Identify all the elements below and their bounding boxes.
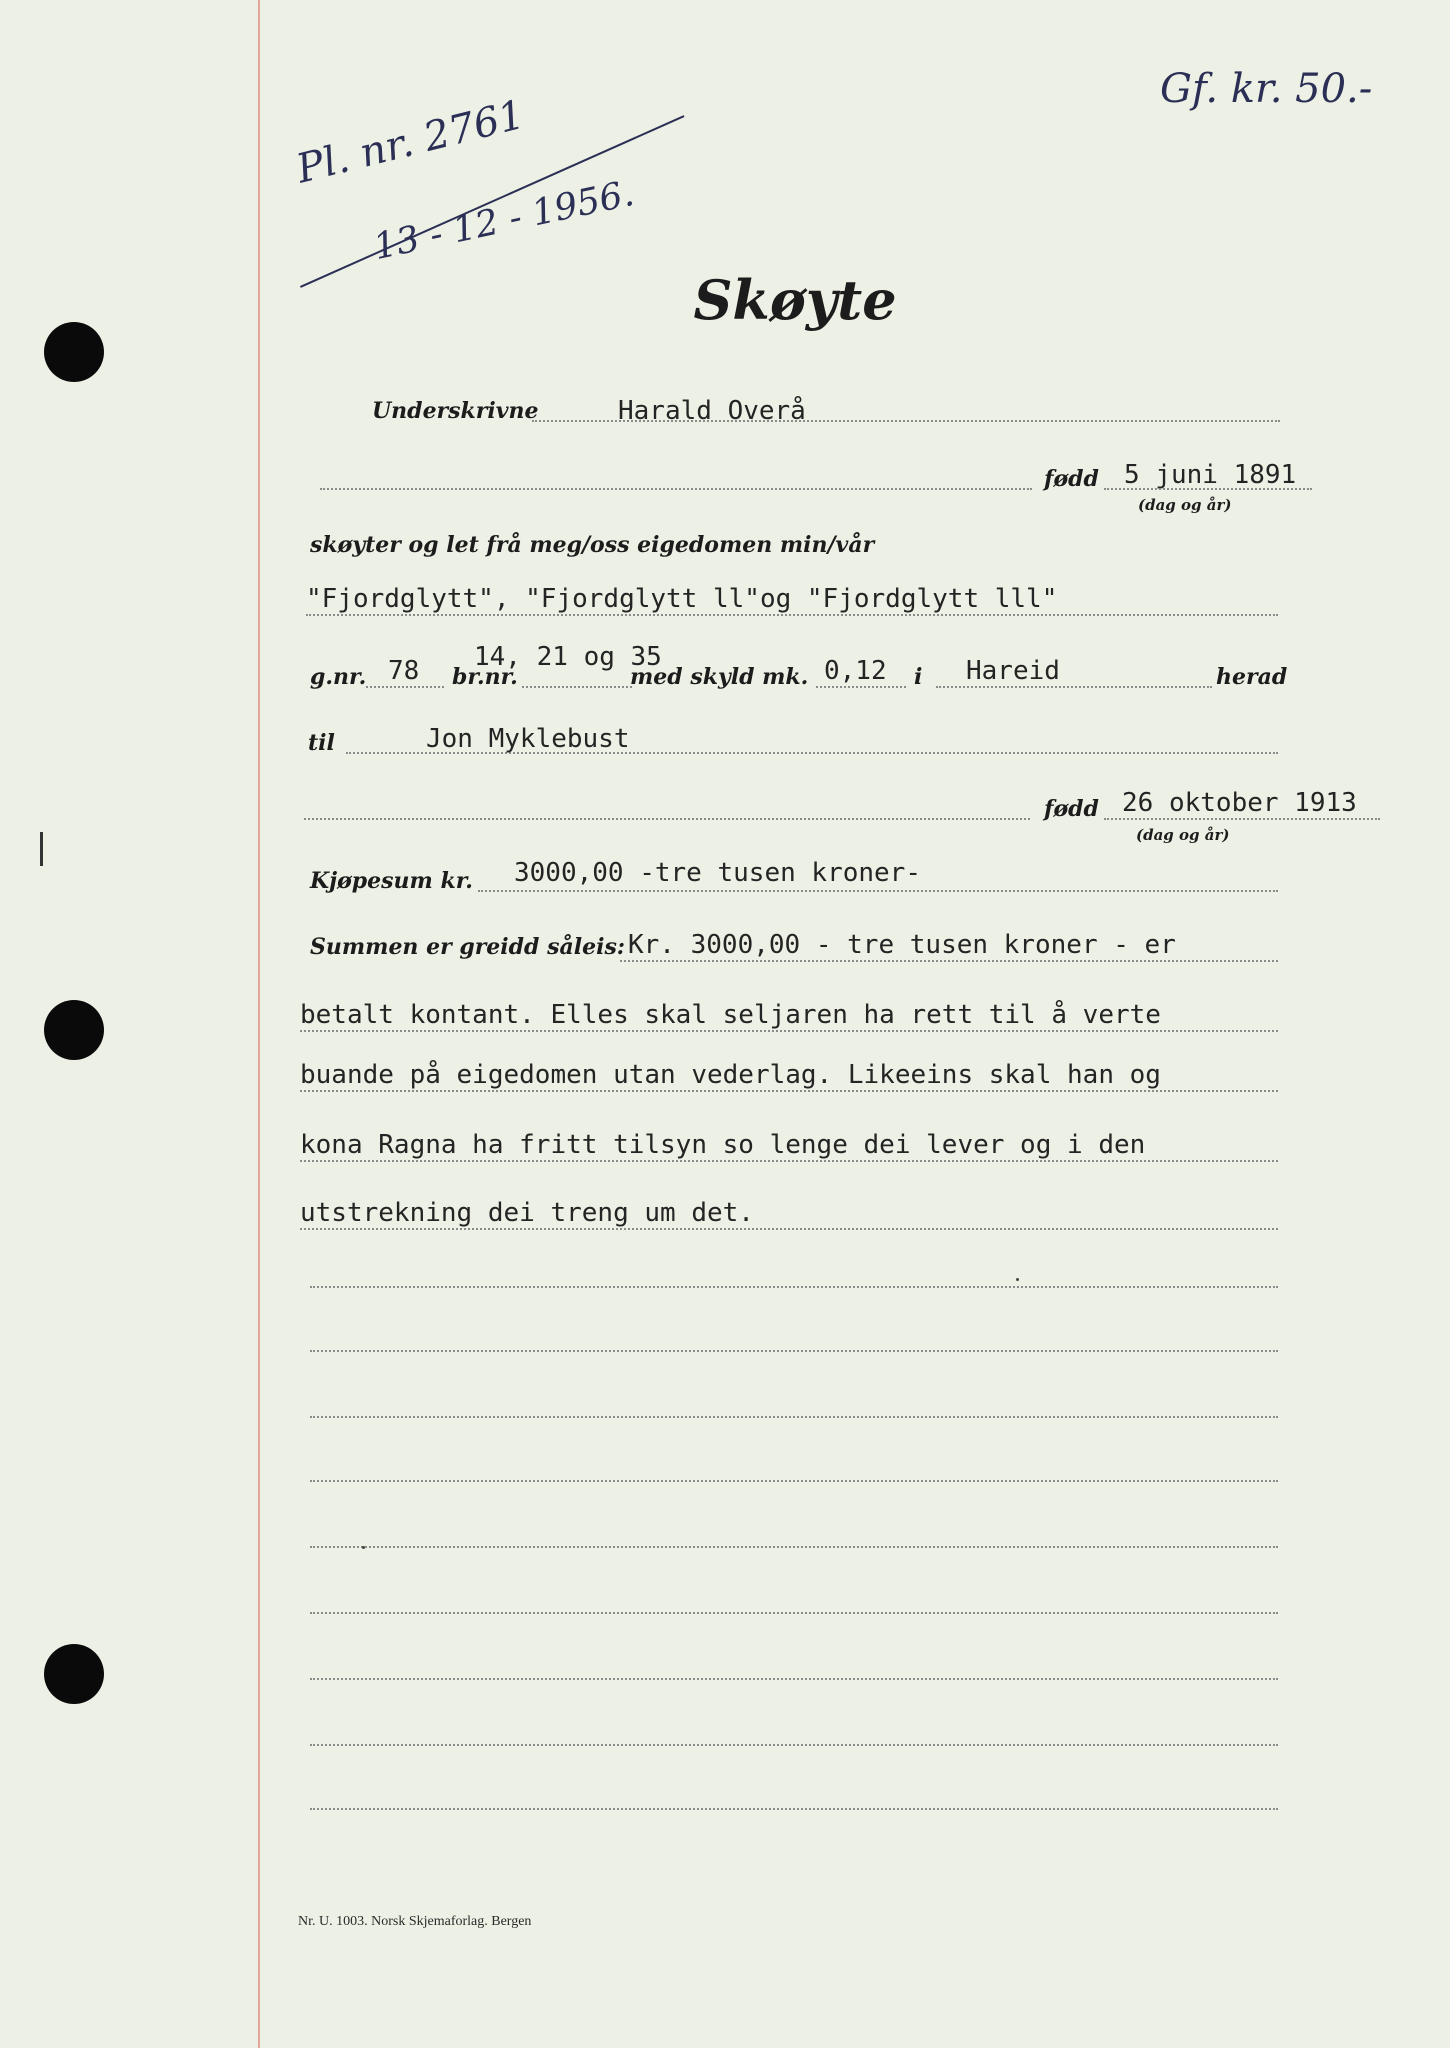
- buyer-extra-dotted-line: [304, 818, 1030, 820]
- gnr-label: g.nr.: [310, 664, 367, 690]
- conveys-label: skøyter og let frå meg/oss eigedomen min/vår: [310, 532, 875, 558]
- price-value: 3000,00 -tre tusen kroner-: [514, 858, 921, 888]
- herad-label: herad: [1216, 664, 1288, 690]
- blank-dotted-line: [310, 1678, 1278, 1680]
- form-footer: Nr. U. 1003. Norsk Skjemaforlag. Bergen: [298, 1914, 532, 1929]
- handwritten-fee: Gf. kr. 50.-: [1160, 66, 1373, 112]
- payment-dotted-line: [300, 1030, 1278, 1032]
- blank-dotted-line: [310, 1546, 1278, 1548]
- payment-line: kona Ragna ha fritt tilsyn so lenge dei lever og i den: [300, 1130, 1146, 1160]
- buyer-label: til: [308, 730, 335, 756]
- seller-born-hint: (dag og år): [1138, 496, 1232, 514]
- skyld-dotted-line: [816, 686, 906, 688]
- property-names-dotted-line: [306, 614, 1278, 616]
- place-value: Hareid: [966, 656, 1060, 686]
- payment-line: buande på eigedomen utan vederlag. Likeeins skal han og: [300, 1060, 1161, 1090]
- gnr-value: 78: [388, 656, 420, 686]
- seller-label: Underskrivne: [372, 398, 539, 424]
- punch-hole-bottom: [44, 1644, 104, 1704]
- handwritten-registration-number: Pl. nr. 2761: [292, 91, 530, 193]
- buyer-name: Jon Myklebust: [426, 724, 630, 754]
- seller-born-date: 5 juni 1891: [1124, 460, 1297, 490]
- blank-dotted-line: [310, 1744, 1278, 1746]
- buyer-born-date: 26 oktober 1913: [1122, 788, 1357, 818]
- payment-dotted-line: [300, 1160, 1278, 1162]
- document-title: Skøyte: [693, 268, 897, 332]
- payment-dotted-line: [300, 1090, 1278, 1092]
- price-dotted-line: [478, 890, 1278, 892]
- brnr-label: br.nr.: [452, 664, 518, 690]
- price-label: Kjøpesum kr.: [310, 868, 473, 894]
- blank-dotted-line: [310, 1350, 1278, 1352]
- payment-first-dotted-line: [620, 960, 1278, 962]
- gnr-dotted-line: [366, 686, 444, 688]
- punch-hole-middle: [44, 1000, 104, 1060]
- place-dotted-line: [936, 686, 1212, 688]
- payment-label: Summen er greidd såleis:: [310, 934, 625, 960]
- payment-first-line: Kr. 3000,00 - tre tusen kroner - er: [628, 930, 1176, 960]
- seller-extra-dotted-line: [320, 488, 1032, 490]
- brnr-dotted-line: [522, 686, 632, 688]
- handwritten-date: 13 - 12 - 1956.: [370, 172, 638, 269]
- buyer-born-label: fødd: [1044, 796, 1099, 822]
- margin-pencil-mark: [40, 832, 43, 866]
- property-names: "Fjordglytt", "Fjordglytt ll"og "Fjordglytt lll": [306, 584, 1058, 614]
- blank-dotted-line: [310, 1612, 1278, 1614]
- brnr-value: 14, 21 og 35: [474, 642, 662, 672]
- payment-dotted-line: [300, 1228, 1278, 1230]
- seller-born-dotted-line: [1104, 488, 1312, 490]
- payment-line: utstrekning dei treng um det.: [300, 1198, 754, 1228]
- buyer-born-hint: (dag og år): [1136, 826, 1230, 844]
- blank-dotted-line: [310, 1416, 1278, 1418]
- ink-speck: [1016, 1278, 1019, 1281]
- blank-dotted-line: [310, 1286, 1278, 1288]
- skyld-value: 0,12: [824, 656, 887, 686]
- payment-line: betalt kontant. Elles skal seljaren ha rett til å verte: [300, 1000, 1161, 1030]
- seller-born-label: fødd: [1044, 466, 1099, 492]
- ink-speck: [362, 1546, 365, 1549]
- blank-dotted-line: [310, 1480, 1278, 1482]
- seller-name: Harald Overå: [618, 396, 806, 426]
- skyld-label: med skyld mk.: [630, 664, 809, 690]
- i-label: i: [914, 664, 923, 690]
- blank-dotted-line: [310, 1808, 1278, 1810]
- buyer-born-dotted-line: [1104, 818, 1380, 820]
